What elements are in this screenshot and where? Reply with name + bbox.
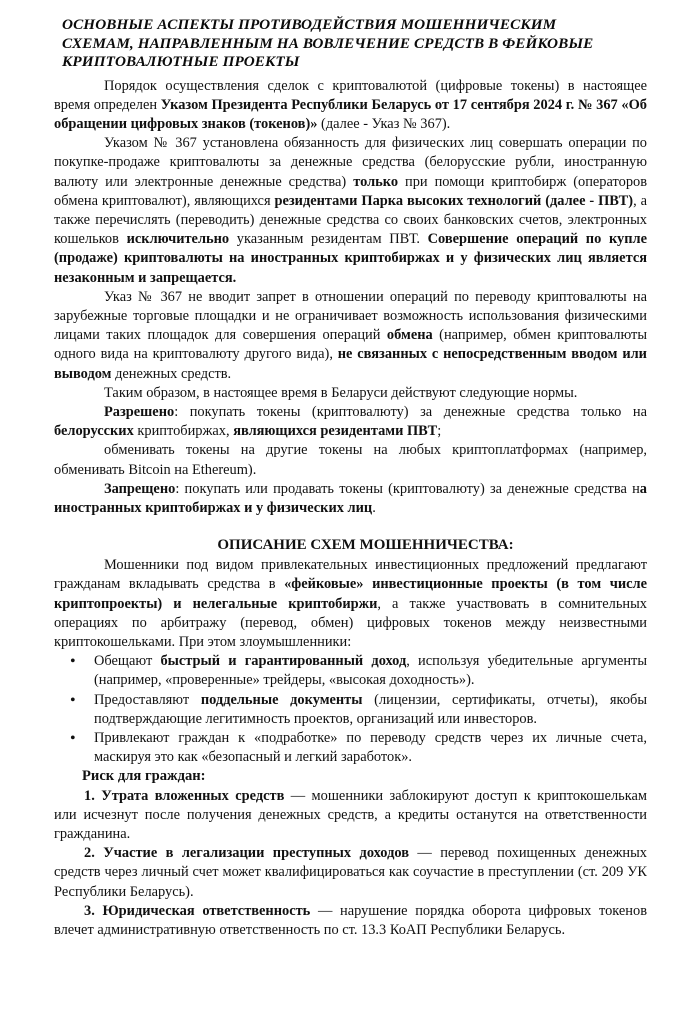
text-run: денежных средств. [111,365,232,382]
text-run: Предоставляют [94,691,201,708]
text-run: Привлекают граждан к «подработке» по переводу средств через их личные счета, маскируя это как «безопасный и легкий заработок». [94,730,647,766]
text-run: — перевод похищенных денежных средств через личный счет может квалифицироваться как соучастие в преступлении (ст. 209 УК Республики Беларусь). [54,845,647,900]
text-run: указанным резидентам ПВТ. [229,231,428,248]
text-run: Мошенники под видом привлекательных инвестиционных предложений предлагают гражданам вкладывать средства в [54,557,647,593]
bold-run: а иностранных криптобиржах и у физических лиц [54,480,647,516]
risk-number: 1. [84,787,95,804]
list-item [94,652,647,690]
text-run: Указ № 367 не вводит запрет в отношении операций по переводу криптовалюты на зарубежные торговые площадки и не ограничивает возможность использования физическими лицами таких площадок для совершения операций [54,288,647,344]
paragraph-no-ban [54,288,647,384]
paragraph-summary: Таким образом, в настоящее время в Беларуси действуют следующие нормы. [104,384,578,401]
text-run: при помощи криптобирж (операторов обмена криптовалют), являющихся [54,173,647,209]
risk-number: 2. [84,845,95,862]
bold-run: Разрешено [104,403,175,420]
paragraph-forbidden [54,480,647,518]
bold-run: являющихся резидентами ПВТ [233,423,438,440]
section-heading: ОПИСАНИЕ СХЕМ МОШЕННИЧЕСТВА: [217,537,514,554]
text-run: Обещают [94,653,161,670]
bold-run: Утрата вложенных средств [101,787,285,804]
title-line: ОСНОВНЫЕ АСПЕКТЫ ПРОТИВОДЕЙСТВИЯ МОШЕННИЧЕСКИМ [62,16,557,33]
text-run: . [372,499,376,516]
text-run: Указом № 367 установлена обязанность для физических лиц совершать операции по покупке-продаже криптовалюты за денежные средства (белорусские рубли, иностранную валюту или электронные денежные средства) [54,135,647,190]
bold-run: только [353,173,399,190]
risk-item [54,787,647,845]
text-run: криптобиржах, [133,423,234,440]
list-item [94,691,647,729]
title-line: КРИПТОВАЛЮТНЫЕ ПРОЕКТЫ [62,53,300,70]
paragraph-exchange: обменивать токены на другие токены на любых криптоплатформах (например, обменивать Bitcoin на Ethereum). [54,442,647,478]
paragraph-obligations [54,134,647,288]
text-run: (например, обмен криптовалюты одного вида на криптовалюту другого вида), [54,327,647,363]
bold-run: не связанных с непосредственным вводом или выводом [54,346,647,382]
text-run: , а также участвовать в сомнительных операциях по арбитражу (перевод, обмен) цифровых токенов между неизвестными криптокошельками. При этом злоумышленники: [54,595,647,650]
bold-run: «фейковые» инвестиционные проекты (в том числе криптопроекты) и нелегальные криптобиржи [54,576,647,612]
bold-run: Совершение операций по купле (продаже) криптовалюты на иностранных криптобиржах и у физических лиц является незаконным и запрещается. [54,231,647,286]
bold-run: быстрый и гарантированный доход [160,653,407,670]
title-line: СХЕМАМ, НАПРАВЛЕННЫМ НА ВОВЛЕЧЕНИЕ СРЕДСТВ В ФЕЙКОВЫЕ [62,34,594,52]
text-run: : покупать токены (криптовалюту) за денежные средства только на [174,403,647,420]
text-run: , используя убедительные аргументы (например, «проверенные» трейдеры, «высокая доходность»). [94,653,648,689]
text-run: , а также перечислять (переводить) денежные средства со своих банковских счетов, электронных кошельков [54,192,647,248]
text-run: (далее - Указ № 367). [317,115,451,132]
text-run: ; [437,423,442,440]
bold-run: поддельные документы [200,691,363,708]
bold-run: белорусских [54,423,134,440]
bold-run: резидентами Парка высоких технологий (далее - ПВТ) [274,192,634,209]
text-run: (лицензии, сертификаты, отчеты), якобы подтверждающие легитимность проектов, организаций или инвесторов. [94,691,647,727]
text-run: — нарушение порядка оборота цифровых токенов влечет административную ответственность по ст. 13.3 КоАП Республики Беларусь. [54,902,647,939]
paragraph-decree-intro [54,77,647,135]
risk-number: 3. [84,902,95,919]
spacer [54,518,647,536]
risk-heading: Риск для граждан: [82,768,206,785]
bold-run: Запрещено [104,480,176,497]
fraud-methods-list [54,652,647,767]
bold-run: Участие в легализации преступных доходов [103,845,409,862]
paragraph-fraud-description [54,556,647,652]
bold-run: Юридическая ответственность [102,902,311,919]
document-title [62,16,647,72]
bold-run: обмена [386,327,433,344]
paragraph-allowed [54,403,647,441]
text-run: : покупать или продавать токены (криптовалюту) за денежные средства н [175,480,640,497]
text-run: Порядок осуществления сделок с криптовалютой (цифровые токены) в настоящее время определен [54,77,647,113]
bold-run: исключительно [126,231,230,248]
risk-item [54,902,647,940]
risk-item [54,844,647,902]
bold-run: Указом Президента Республики Беларусь от 17 сентября 2024 г. № 367 «Об обращении цифровых знаков (токенов)» [54,96,648,132]
text-run: — мошенники заблокируют доступ к криптокошелькам или исчезнут после получения денежных средств, а кредиты останутся на ответственности гражданина. [54,787,647,843]
list-item [94,729,647,767]
